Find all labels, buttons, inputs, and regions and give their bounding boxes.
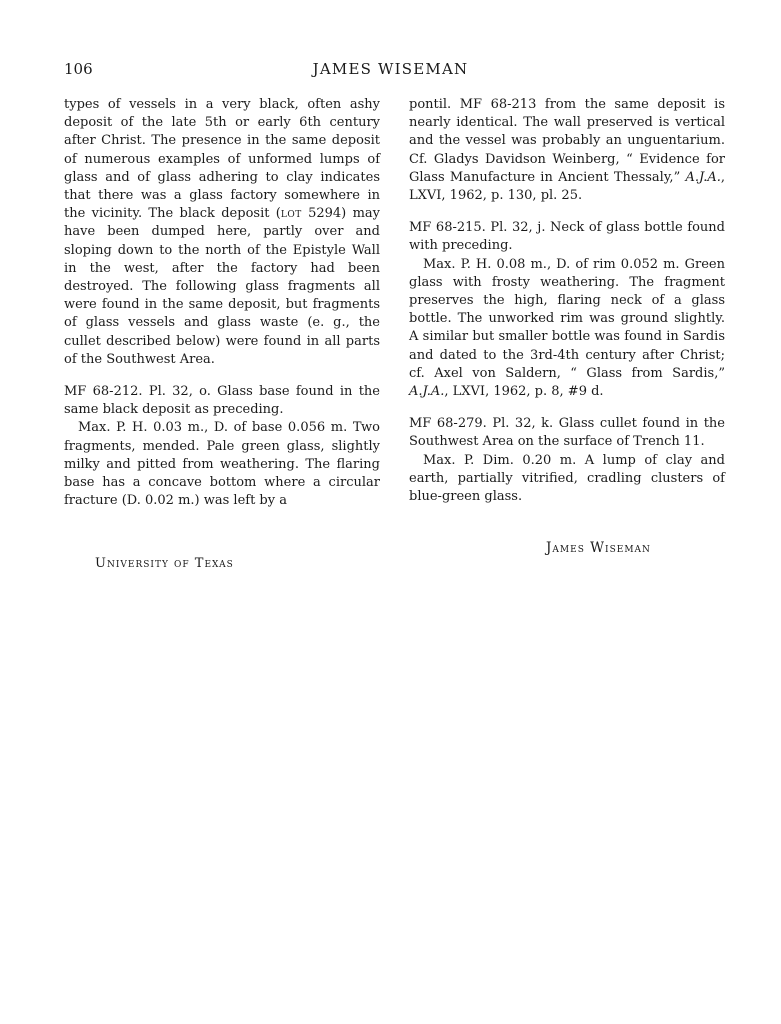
left-column [64, 96, 380, 510]
page-header [64, 60, 717, 82]
catalog-entry-heading: MF 68-212. Pl. 32, o. Glass base found in the same black deposit as preceding. [64, 384, 380, 418]
catalog-entry-description: Max. P. H. 0.03 m., D. of base 0.056 m. Two fragments, mended. Pale green glass, slightly milky and pitted from weathering. The flaring base has a concave bottom where a circular fracture (D. 0.02 m.) was left by a [64, 420, 380, 509]
journal-abbrev: A.J.A. [685, 169, 721, 185]
author-signature: James Wiseman [546, 540, 651, 556]
author-affiliation: University of Texas [95, 556, 234, 571]
journal-abbrev: A.J.A. [409, 384, 445, 400]
catalog-entry-heading: MF 68-215. Pl. 32, j. Neck of glass bottle found with preceding. [409, 220, 725, 254]
running-head: JAMES WISEMAN [312, 60, 469, 78]
paragraph: pontil. MF 68-213 from the same deposit is nearly identical. The wall preserved is vertical and the vessel was probably an unguentarium. Cf. Gladys Davidson Weinberg, “ Evidence for Glass Manufacture in Ancient Thessaly,” A.J.A., LXVI, 1962, p. 130, pl. 25. [409, 97, 725, 204]
page-number: 106 [64, 60, 93, 78]
lot-label: lot [280, 206, 302, 222]
paragraph: types of vessels in a very black, often ashy deposit of the late 5th or early 6th century after Christ. The presence in the same deposit of numerous examples of unformed lumps of glass and of glass adhering to clay indicates that there was a glass factory somewhere in the vicinity. The black deposit (lot 5294) may have been dumped here, partly over and sloping down to the north of the Epistyle Wall in the west, after the factory had been destroyed. The following glass fragments all were found in the same deposit, but fragments of glass vessels and glass waste (e. g., the cullet described below) were found in all parts of the Southwest Area. [64, 97, 381, 367]
catalog-entry-heading: MF 68-279. Pl. 32, k. Glass cullet found in the Southwest Area on the surface of Trench 11. [409, 416, 725, 450]
right-column [409, 96, 725, 506]
catalog-entry-description: Max. P. H. 0.08 m., D. of rim 0.052 m. Green glass with frosty weathering. The fragment preserves the high, flaring neck of a glass bottle. The unworked rim was ground slightly. A similar but smaller bottle was found in Sardis and dated to the 3rd-4th century after Christ; cf. Axel von Saldern, “ Glass from Sardis,” A.J.A., LXVI, 1962, p. 8, #9 d. [409, 256, 725, 400]
catalog-entry-description: Max. P. Dim. 0.20 m. A lump of clay and earth, partially vitrified, cradling clusters of blue-green glass. [409, 452, 725, 505]
